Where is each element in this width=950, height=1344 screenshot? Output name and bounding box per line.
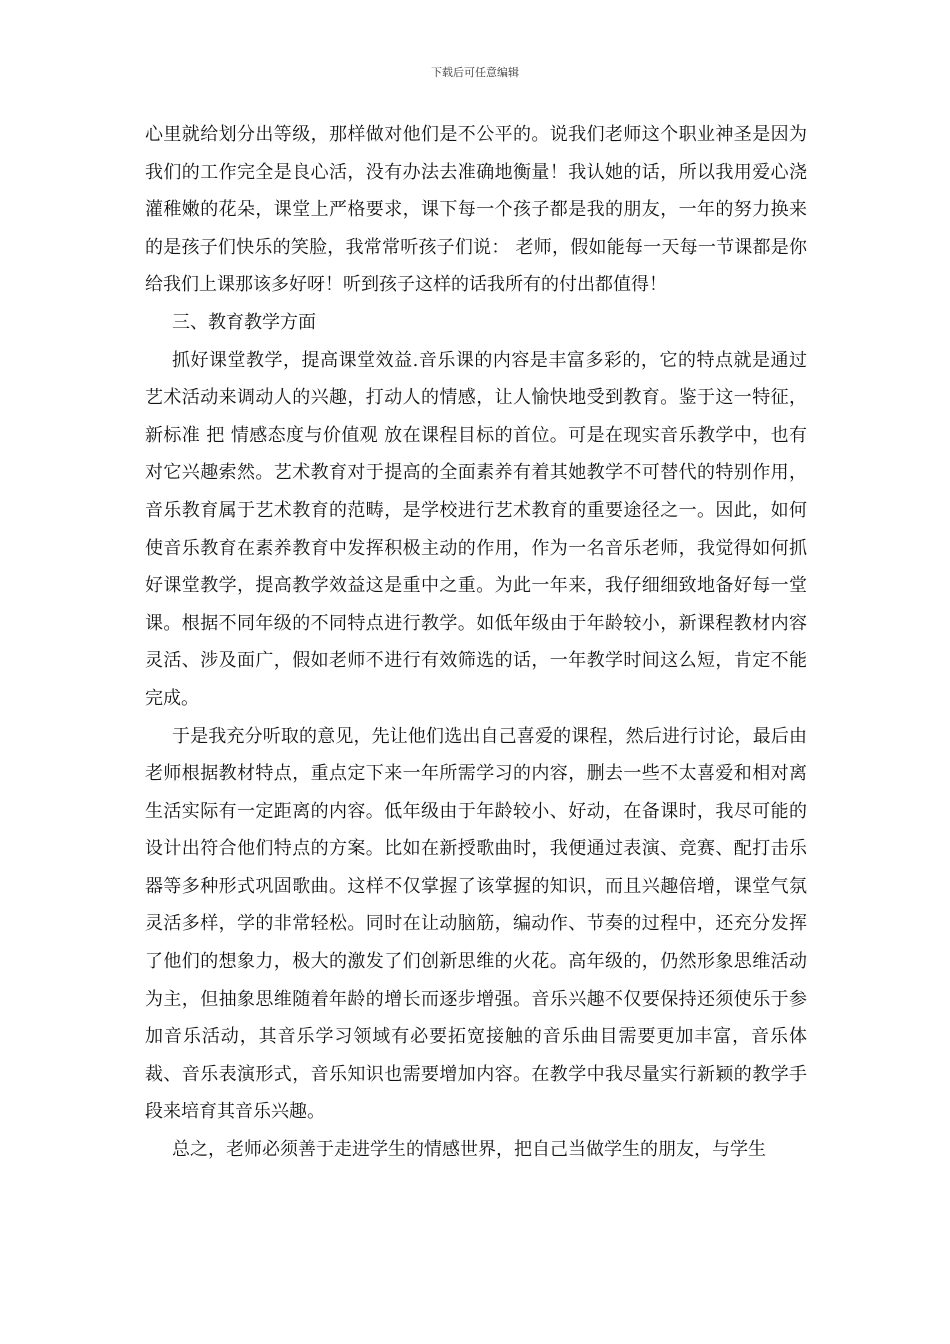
- paragraph-curriculum-selection: 于是我充分听取的意见，先让他们选出自己喜爱的课程，然后进行讨论，最后由老师根据教材特点，重点定下来一年所需学习的内容，删去一些不太喜爱和相对离生活实际有一定距离的内容。低年级由于年龄较小、好动，在备课时，我尽可能的设计出符合他们特点的方案。比如在新授歌曲时，我便通过表演、竞赛、配打击乐器等多种形式巩固歌曲。这样不仅掌握了该掌握的知识，而且兴趣倍增，课堂气氛灵活多样，学的非常轻松。同时在让动脑筋，编动作、节奏的过程中，还充分发挥了他们的想象力，极大的激发了们创新思维的火花。高年级的，仍然形象思维活动为主，但抽象思维随着年龄的增长而逐步增强。音乐兴趣不仅要保持还须使乐于参加音乐活动，其音乐学习领域有必要拓宽接触的音乐曲目需要更加丰富，音乐体裁、音乐表演形式，音乐知识也需要增加内容。在教学中我尽量实行新颖的教学手段来培育其音乐兴趣。: [145, 725, 807, 1123]
- section-heading: 三、教育教学方面: [172, 311, 316, 333]
- page-header: 下载后可任意编辑: [431, 66, 519, 79]
- paragraph-classroom-teaching: 抓好课堂教学，提高课堂效益.音乐课的内容是丰富多彩的，它的特点就是通过艺术活动来调动人的兴趣，打动人的情感，让人愉快地受到教育。鉴于这一特征， 新标准 把 情感态度与价值观 放在课程目标的首位。可是在现实音乐教学中，也有对它兴趣索然。艺术教育对于提高的全面素养有着其她教学不可替代的特别作用，音乐教育属于艺术教育的范畴，是学校进行艺术教育的重要途径之一。因此，如何使音乐教育在素养教育中发挥积极主动的作用，作为一名音乐老师，我觉得如何抓好课堂教学，提高教学效益这是重中之重。为此一年来，我仔细细致地备好每一堂课。根据不同年级的不同特点进行教学。如低年级由于年龄较小，新课程教材内容灵活、涉及面广，假如老师不进行有效筛选的话，一年教学时间这么短，肯定不能完成。: [145, 349, 807, 709]
- paragraph-continuation: 心里就给划分出等级，那样做对他们是不公平的。说我们老师这个职业神圣是因为我们的工作完全是良心活，没有办法去准确地衡量！我认她的话，所以我用爱心浇灌稚嫩的花朵，课堂上严格要求，课下每一个孩子都是我的朋友，一年的努力换来的是孩子们快乐的笑脸，我常常听孩子们说： 老师，假如能每一天每一节课都是你给我们上课那该多好呀！听到孩子这样的话我所有的付出都值得！: [145, 124, 807, 296]
- document-body: [145, 116, 807, 1169]
- paragraph-conclusion: 总之，老师必须善于走进学生的情感世界，把自己当做学生的朋友，与学生: [172, 1139, 766, 1161]
